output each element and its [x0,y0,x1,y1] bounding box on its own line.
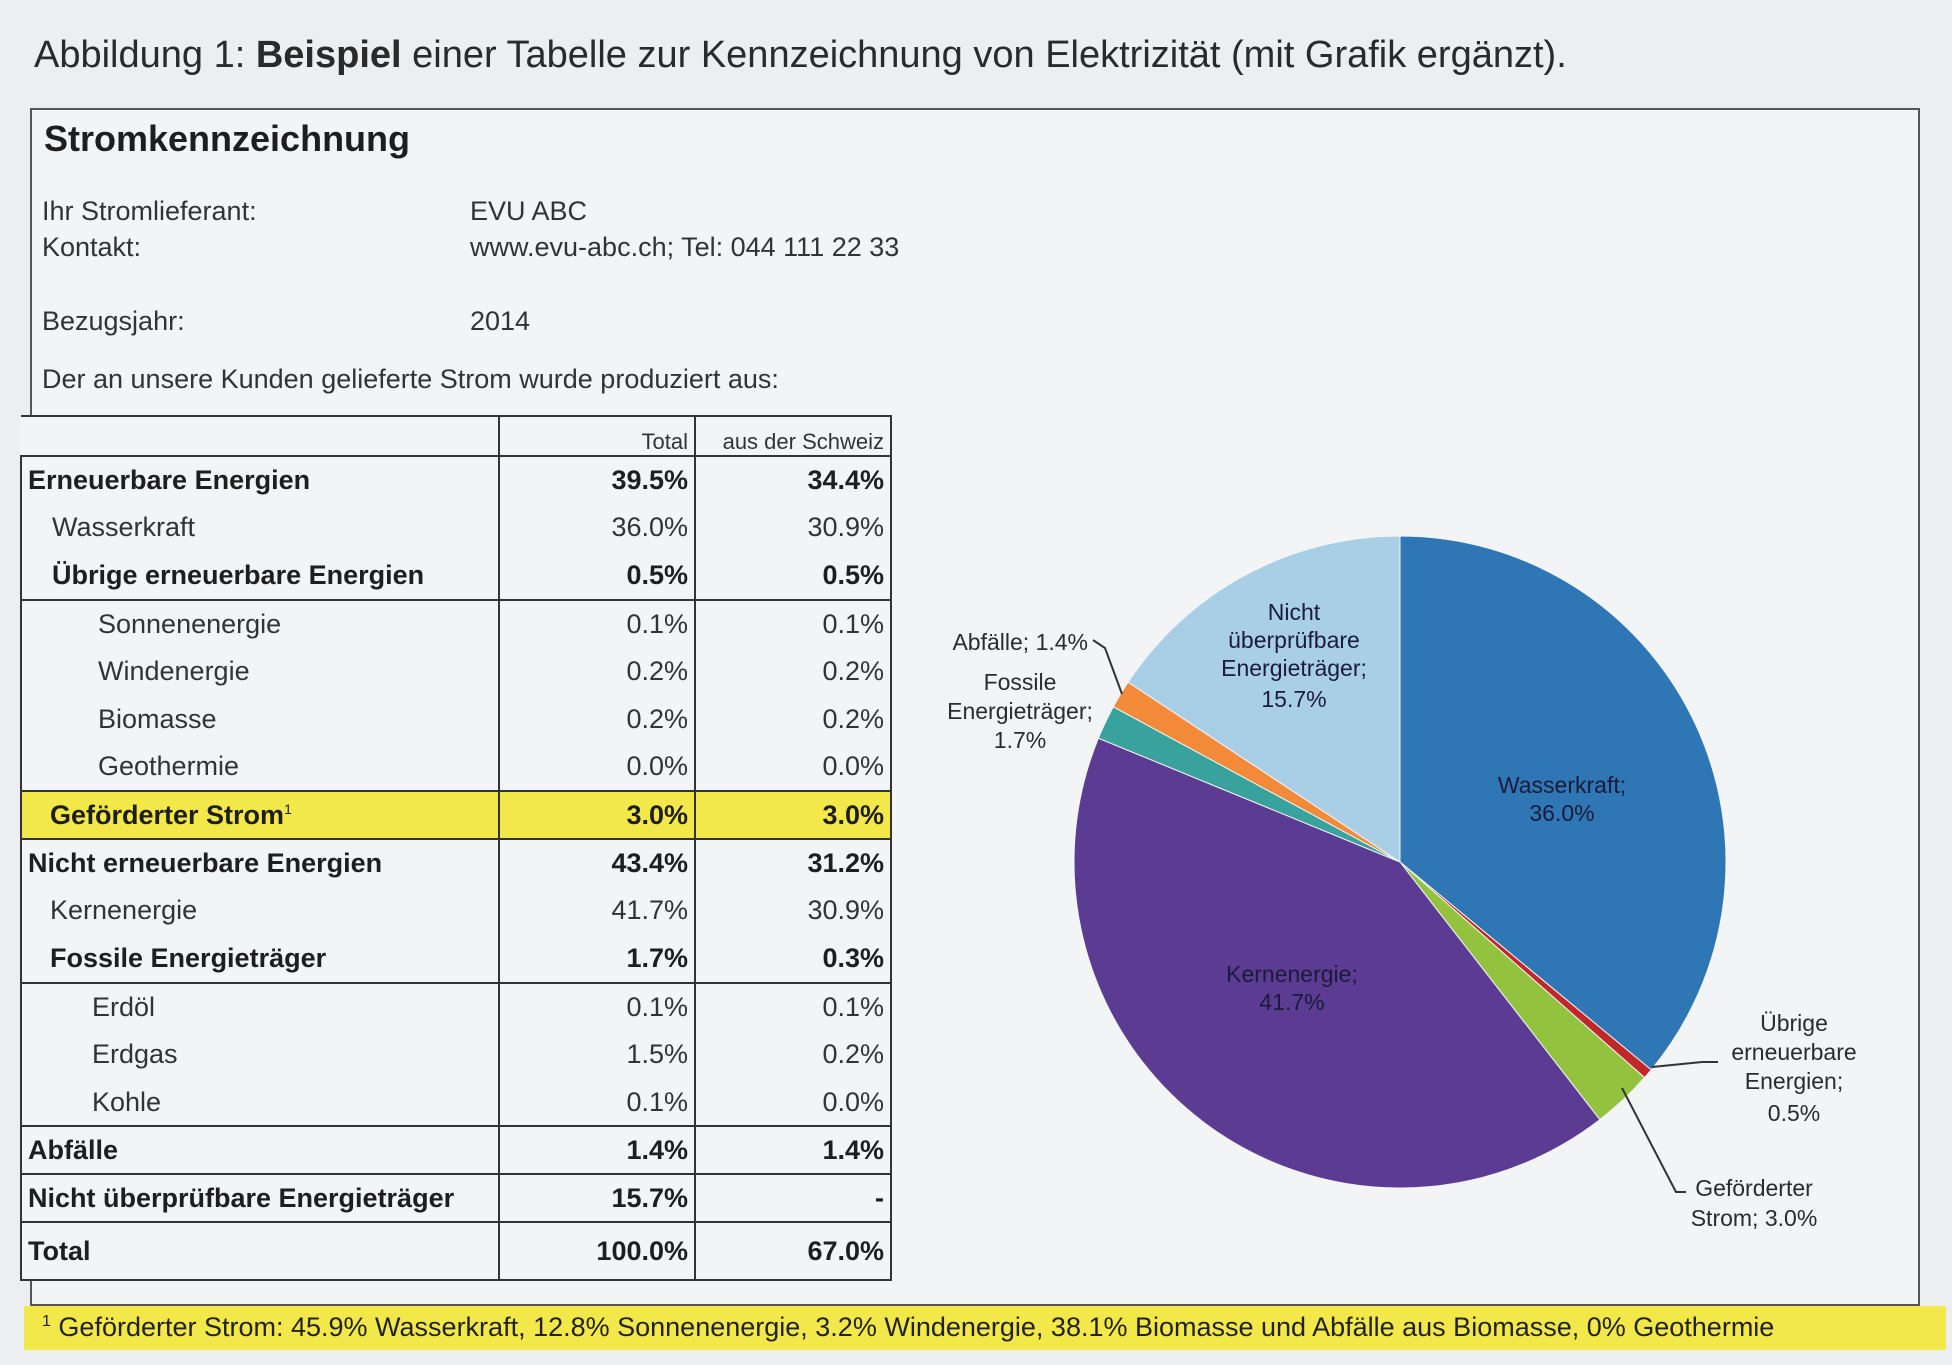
label-nicht-line2: überprüfbare [1228,627,1360,653]
row-label: Geothermie [21,743,499,791]
footnote-mark: 1 [42,1313,51,1330]
row-total: 0.1% [499,1079,695,1127]
footnote-text: Geförderter Strom: 45.9% Wasserkraft, 12.8% Sonnenenergie, 3.2% Windenergie, 38.1% Biomasse und Abfälle aus Biomasse, 0% Geothermie [58,1312,1775,1342]
row-total: 0.1% [499,600,695,648]
row-total: 0.1% [499,983,695,1031]
row-label: Abfälle [21,1126,499,1174]
row-ch: 0.3% [695,935,891,983]
leader-gefoerderter [1622,1088,1686,1192]
row-label: Fossile Energieträger [21,935,499,983]
row-label: Nicht überprüfbare Energieträger [21,1174,499,1222]
row-total: 43.4% [499,839,695,887]
row-ch: 31.2% [695,839,891,887]
row-total: 3.0% [499,791,695,839]
row-total: 36.0% [499,504,695,552]
label-gefoerderter-line1: Geförderter [1695,1175,1813,1201]
footnote-ref: 1 [284,800,292,817]
card-title: Stromkennzeichnung [44,118,411,159]
contact-label: Kontakt: [42,232,142,262]
caption-rest: einer Tabelle zur Kennzeichnung von Elektrizität (mit Grafik ergänzt). [401,34,1567,76]
row-label: Kernenergie [21,887,499,935]
row-ch: 67.0% [695,1222,891,1280]
leader-uebrige [1652,1062,1718,1067]
year-value: 2014 [470,306,531,336]
label-uebrige-pct: 0.5% [1767,1100,1821,1126]
footnote [24,1306,1946,1350]
row-ch: 0.0% [695,743,891,791]
label-gefoerderter-line2: Strom; 3.0% [1690,1205,1818,1231]
pie-slices [1074,536,1726,1188]
leader-abfaelle [1093,640,1122,694]
header-ch: aus der Schweiz [695,416,891,456]
year-label: Bezugsjahr: [42,306,185,336]
row-label: Windenergie [21,648,499,696]
label-nicht-pct: 15.7% [1261,686,1327,712]
row-total: 100.0% [499,1222,695,1280]
header-total: Total [499,416,695,456]
row-ch: 3.0% [695,791,891,839]
contact-value: www.evu-abc.ch; Tel: 044 111 22 33 [470,232,900,262]
label-uebrige-line1: Übrige [1760,1010,1828,1036]
row-ch: 0.2% [695,648,891,696]
row-total: 1.4% [499,1126,695,1174]
label-nicht-line1: Nicht [1267,599,1321,625]
label-wasserkraft-pct: 36.0% [1529,800,1595,826]
row-label: Sonnenenergie [21,600,499,648]
row-ch: 0.2% [695,695,891,743]
row-total: 41.7% [499,887,695,935]
label-uebrige-line2: erneuerbare [1731,1039,1857,1065]
supplier-label: Ihr Stromlieferant: [42,196,257,226]
intro-text: Der an unsere Kunden gelieferte Strom wurde produziert aus: [42,364,779,394]
row-label: Wasserkraft [21,504,499,552]
row-ch: 1.4% [695,1126,891,1174]
row-label: Biomasse [21,695,499,743]
row-total: 39.5% [499,456,695,504]
row-label: Kohle [21,1079,499,1127]
row-ch: - [695,1174,891,1222]
label-fossile-line3: 1.7% [993,727,1047,753]
caption-prefix: Abbildung 1: [34,34,256,76]
row-ch: 0.5% [695,552,891,600]
label-fossile-line2: Energieträger; [947,698,1093,724]
label-wasserkraft: Wasserkraft; [1497,772,1627,798]
row-label: Übrige erneuerbare Energien [21,552,499,600]
row-ch: 0.0% [695,1079,891,1127]
row-label: Nicht erneuerbare Energien [21,839,499,887]
row-label: Erdgas [21,1031,499,1079]
row-ch: 30.9% [695,504,891,552]
row-total: 1.5% [499,1031,695,1079]
row-total: 0.2% [499,648,695,696]
row-total: 15.7% [499,1174,695,1222]
supplier-value: EVU ABC [470,196,588,226]
label-kernenergie: Kernenergie; [1226,961,1358,987]
label-abfaelle: Abfälle; 1.4% [952,629,1088,655]
row-total: 0.5% [499,552,695,600]
label-fossile-line1: Fossile [983,669,1057,695]
row-label-text: Geförderter Strom [50,799,285,830]
row-ch: 0.2% [695,1031,891,1079]
row-label: Total [21,1222,499,1280]
row-total: 1.7% [499,935,695,983]
row-total: 0.0% [499,743,695,791]
label-kernenergie-pct: 41.7% [1259,989,1325,1015]
label-uebrige-line3: Energien; [1744,1068,1844,1094]
row-label: Erdöl [21,983,499,1031]
row-ch: 0.1% [695,983,891,1031]
label-nicht-line3: Energieträger; [1221,655,1367,681]
row-ch: 0.1% [695,600,891,648]
row-label: Erneuerbare Energien [21,456,499,504]
row-ch: 34.4% [695,456,891,504]
caption-bold: Beispiel [255,34,402,76]
row-ch: 30.9% [695,887,891,935]
row-total: 0.2% [499,695,695,743]
